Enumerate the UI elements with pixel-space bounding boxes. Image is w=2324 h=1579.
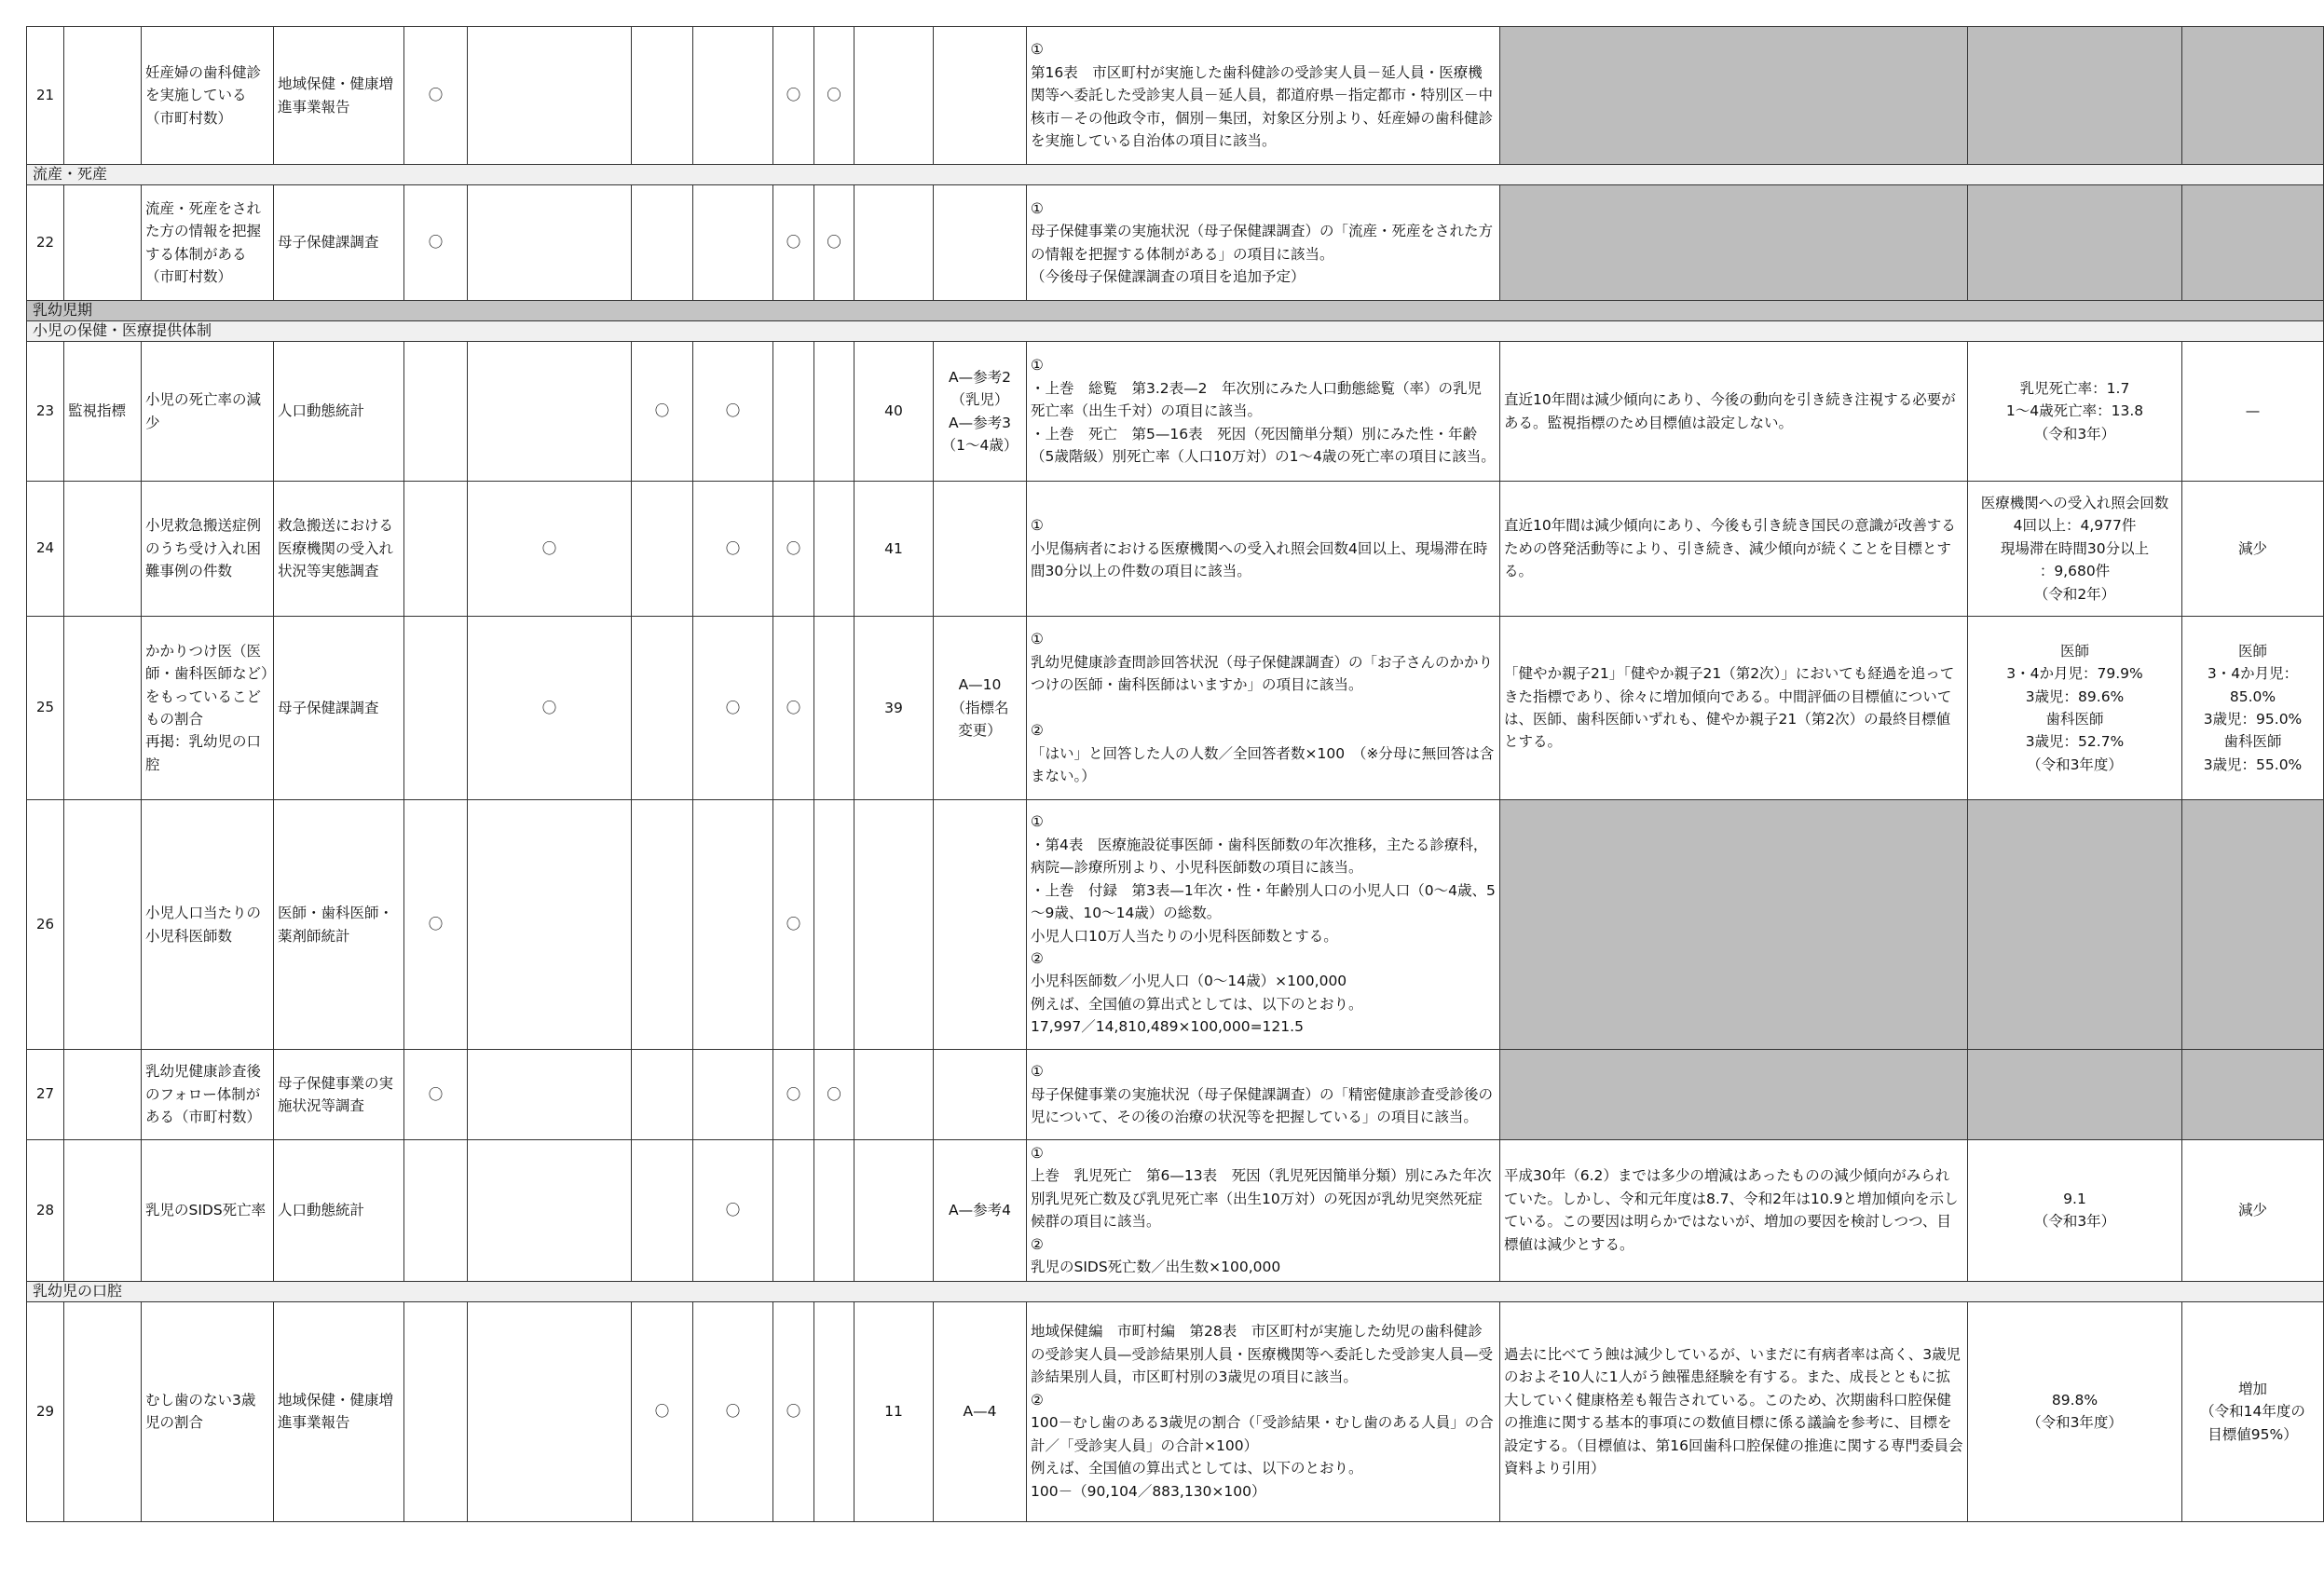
goal-value: 減少 <box>2182 482 2324 617</box>
mark-cell <box>632 185 693 301</box>
data-source: 地域保健・健康増進事業報告 <box>274 27 404 165</box>
section-title: 乳幼児期 <box>27 301 2324 321</box>
mark-cell: 〇 <box>693 1140 773 1282</box>
page-number <box>854 1050 934 1140</box>
section-row <box>27 321 2324 342</box>
mark-cell <box>632 1140 693 1282</box>
mark-cell <box>404 1140 468 1282</box>
section-row <box>27 1281 2324 1301</box>
mark-cell: 〇 <box>814 27 854 165</box>
table-row <box>27 1050 2324 1140</box>
mark-cell: 〇 <box>773 185 814 301</box>
goal-value <box>2182 185 2324 301</box>
page-number: 41 <box>854 482 934 617</box>
subsection-title: 小児の保健・医療提供体制 <box>27 321 2324 342</box>
calculation-detail: 地域保健編 市町村編 第28表 市区町村が実施した幼児の歯科健診の受診実人員—受診結果別人員・医療機関等へ委託した受診実人員—受診結果別人員，市区町村別の3歳児の項目に該当。 ② 100－むし歯のある3歳児の割合（「受診結果・むし歯のある人員」の合計／「受診実人員」の合計×100） 例えば、全国値の算出式としては、以下のとおり。 100－（90,104／883,130×100） <box>1027 1301 1500 1521</box>
data-source: 人口動態統計 <box>274 1140 404 1282</box>
row-number: 23 <box>27 342 64 482</box>
mark-cell: 〇 <box>468 482 632 617</box>
reference-code <box>934 800 1027 1050</box>
mark-cell: 〇 <box>404 1050 468 1140</box>
data-source: 母子保健課調査 <box>274 185 404 301</box>
goal-value: 医師 3・4か月児： 85.0% 3歳児：95.0% 歯科医師 3歳児：55.0% <box>2182 617 2324 800</box>
page-number <box>854 27 934 165</box>
goal-value <box>2182 27 2324 165</box>
indicator-category <box>64 185 142 301</box>
calculation-detail: ① 第16表 市区町村が実施した歯科健診の受診実人員－延人員・医療機関等へ委託した受診実人員－延人員，都道府県－指定都市・特別区－中核市－その他政令市，個別－集団，対象区分別より、妊産婦の歯科健診を実施している自治体の項目に該当。 <box>1027 27 1500 165</box>
calculation-detail: ① 乳幼児健康診査問診回答状況（母子保健課調査）の「お子さんのかかりつけの医師・歯科医師はいますか」の項目に該当。 ② 「はい」と回答した人の人数／全回答者数×100 （※分母に無回答は含まない。） <box>1027 617 1500 800</box>
reference-code: A—10 （指標名 変更） <box>934 617 1027 800</box>
row-number: 22 <box>27 185 64 301</box>
mark-cell <box>404 482 468 617</box>
baseline-value: 医療機関への受入れ照会回数 4回以上：4,977件 現場滞在時間30分以上 ：9,680件 （令和2年） <box>1968 482 2182 617</box>
indicator-name: 小児の死亡率の減少 <box>142 342 274 482</box>
mark-cell: 〇 <box>404 27 468 165</box>
mark-cell <box>468 342 632 482</box>
mark-cell <box>632 617 693 800</box>
mark-cell <box>468 1301 632 1521</box>
goal-value: 増加 （令和14年度の 目標値95%） <box>2182 1301 2324 1521</box>
table-row <box>27 27 2324 165</box>
mark-cell: 〇 <box>693 1301 773 1521</box>
baseline-value <box>1968 27 2182 165</box>
mark-cell <box>468 1050 632 1140</box>
table-row <box>27 185 2324 301</box>
target-rationale: 過去に比べてう蝕は減少しているが、いまだに有病者率は高く、3歳児のおよそ10人に1人がう蝕罹患経験を有する。また、成長とともに拡大していく健康格差も報告されている。このため、次期歯科口腔保健の推進に関する基本的事項にの数値目標に係る議論を参考に、目標を設定する。（目標値は、第16回歯科口腔保健の推進に関する専門委員会資料より引用） <box>1500 1301 1968 1521</box>
baseline-value <box>1968 1050 2182 1140</box>
mark-cell: 〇 <box>773 617 814 800</box>
baseline-value: 89.8% （令和3年度） <box>1968 1301 2182 1521</box>
section-row <box>27 301 2324 321</box>
reference-code <box>934 1050 1027 1140</box>
mark-cell <box>693 800 773 1050</box>
indicator-category: 監視指標 <box>64 342 142 482</box>
mark-cell <box>404 342 468 482</box>
data-source: 人口動態統計 <box>274 342 404 482</box>
calculation-detail: ① ・第4表 医療施設従事医師・歯科医師数の年次推移，主たる診療科，病院—診療所別より、小児科医師数の項目に該当。 ・上巻 付録 第3表—1年次・性・年齢別人口の小児人口（0～4歳、5～9歳、10～14歳）の総数。 小児人口10万人当たりの小児科医師数とする。 ② 小児科医師数／小児人口（0～14歳）×100,000 例えば、全国値の算出式としては、以下のとおり。 17,997／14,810,489×100,000=121.5 <box>1027 800 1500 1050</box>
mark-cell <box>814 482 854 617</box>
baseline-value <box>1968 800 2182 1050</box>
page-number: 11 <box>854 1301 934 1521</box>
mark-cell <box>404 1301 468 1521</box>
mark-cell <box>693 185 773 301</box>
mark-cell <box>814 1301 854 1521</box>
indicator-name: むし歯のない3歳児の割合 <box>142 1301 274 1521</box>
mark-cell: 〇 <box>773 800 814 1050</box>
goal-value <box>2182 800 2324 1050</box>
mark-cell <box>814 342 854 482</box>
mark-cell <box>404 617 468 800</box>
target-rationale: 平成30年（6.2）までは多少の増減はあったものの減少傾向がみられていた。しかし、令和元年度は8.7、令和2年は10.9と増加傾向を示している。この要因は明らかではないが、増加の要因を検討しつつ、目標値は減少とする。 <box>1500 1140 1968 1282</box>
row-number: 27 <box>27 1050 64 1140</box>
mark-cell <box>814 617 854 800</box>
data-source: 母子保健課調査 <box>274 617 404 800</box>
baseline-value: 9.1 （令和3年） <box>1968 1140 2182 1282</box>
indicator-name: 小児人口当たりの小児科医師数 <box>142 800 274 1050</box>
reference-code: A—4 <box>934 1301 1027 1521</box>
goal-value: — <box>2182 342 2324 482</box>
section-title: 流産・死産 <box>27 165 2324 185</box>
baseline-value: 乳児死亡率：1.7 1～4歳死亡率：13.8 （令和3年） <box>1968 342 2182 482</box>
row-number: 26 <box>27 800 64 1050</box>
target-rationale <box>1500 800 1968 1050</box>
page-number <box>854 1140 934 1282</box>
target-rationale: 「健やか親子21」「健やか親子21（第2次）」においても経過を追ってきた指標であり、徐々に増加傾向である。中間評価の目標値については、医師、歯科医師いずれも、健やか親子21（第2次）の最終目標値とする。 <box>1500 617 1968 800</box>
data-source: 母子保健事業の実施状況等調査 <box>274 1050 404 1140</box>
reference-code <box>934 482 1027 617</box>
mark-cell: 〇 <box>814 185 854 301</box>
mark-cell: 〇 <box>468 617 632 800</box>
table-row <box>27 1140 2324 1282</box>
target-rationale <box>1500 185 1968 301</box>
mark-cell: 〇 <box>632 1301 693 1521</box>
mark-cell <box>468 800 632 1050</box>
indicator-name: 小児救急搬送症例のうち受け入れ困難事例の件数 <box>142 482 274 617</box>
indicator-category <box>64 617 142 800</box>
mark-cell <box>773 1140 814 1282</box>
indicator-name: 流産・死産をされた方の情報を把握する体制がある（市町村数） <box>142 185 274 301</box>
data-source: 地域保健・健康増進事業報告 <box>274 1301 404 1521</box>
baseline-value: 医師 3・4か月児：79.9% 3歳児：89.6% 歯科医師 3歳児：52.7% （令和3年度） <box>1968 617 2182 800</box>
reference-code <box>934 27 1027 165</box>
mark-cell: 〇 <box>693 342 773 482</box>
page-number <box>854 185 934 301</box>
mark-cell: 〇 <box>773 1050 814 1140</box>
data-source: 医師・歯科医師・薬剤師統計 <box>274 800 404 1050</box>
data-source: 救急搬送における医療機関の受入れ状況等実態調査 <box>274 482 404 617</box>
page-number <box>854 800 934 1050</box>
row-number: 21 <box>27 27 64 165</box>
calculation-detail: ① ・上巻 総覧 第3.2表—2 年次別にみた人口動態総覧（率）の乳児死亡率（出生千対）の項目に該当。 ・上巻 死亡 第5—16表 死因（死因簡単分類）別にみた性・年齢（5歳階級）別死亡率（人口10万対）の1～4歳の死亡率の項目に該当。 <box>1027 342 1500 482</box>
table-row <box>27 482 2324 617</box>
indicator-category <box>64 1140 142 1282</box>
mark-cell <box>693 27 773 165</box>
indicator-category <box>64 482 142 617</box>
reference-code: A—参考2 （乳児） A—参考3 （1～4歳） <box>934 342 1027 482</box>
mark-cell: 〇 <box>773 482 814 617</box>
mark-cell <box>468 185 632 301</box>
baseline-value <box>1968 185 2182 301</box>
mark-cell <box>693 1050 773 1140</box>
mark-cell: 〇 <box>693 482 773 617</box>
goal-value <box>2182 1050 2324 1140</box>
calculation-detail: ① 小児傷病者における医療機関への受入れ照会回数4回以上、現場滞在時間30分以上の件数の項目に該当。 <box>1027 482 1500 617</box>
mark-cell <box>632 482 693 617</box>
calculation-detail: ① 母子保健事業の実施状況（母子保健課調査）の「流産・死産をされた方の情報を把握する体制がある」の項目に該当。 （今後母子保健課調査の項目を追加予定） <box>1027 185 1500 301</box>
indicator-name: 乳児のSIDS死亡率 <box>142 1140 274 1282</box>
goal-value: 減少 <box>2182 1140 2324 1282</box>
mark-cell: 〇 <box>693 617 773 800</box>
indicator-category <box>64 1050 142 1140</box>
mark-cell <box>814 800 854 1050</box>
mark-cell: 〇 <box>404 185 468 301</box>
row-number: 25 <box>27 617 64 800</box>
target-rationale: 直近10年間は減少傾向にあり、今後も引き続き国民の意識が改善するための啓発活動等により、引き続き、減少傾向が続くことを目標とする。 <box>1500 482 1968 617</box>
table-row <box>27 617 2324 800</box>
row-number: 29 <box>27 1301 64 1521</box>
indicator-category <box>64 1301 142 1521</box>
mark-cell: 〇 <box>814 1050 854 1140</box>
mark-cell: 〇 <box>404 800 468 1050</box>
indicator-name: 乳幼児健康診査後のフォロー体制がある（市町村数） <box>142 1050 274 1140</box>
mark-cell <box>632 1050 693 1140</box>
mark-cell: 〇 <box>773 27 814 165</box>
row-number: 24 <box>27 482 64 617</box>
table-row <box>27 342 2324 482</box>
target-rationale: 直近10年間は減少傾向にあり、今後の動向を引き続き注視する必要がある。監視指標のため目標値は設定しない。 <box>1500 342 1968 482</box>
mark-cell <box>632 800 693 1050</box>
section-row <box>27 165 2324 185</box>
mark-cell: 〇 <box>632 342 693 482</box>
mark-cell <box>814 1140 854 1282</box>
subsection-title: 乳幼児の口腔 <box>27 1281 2324 1301</box>
reference-code: A—参考4 <box>934 1140 1027 1282</box>
table-row <box>27 1301 2324 1521</box>
mark-cell <box>468 1140 632 1282</box>
table-row <box>27 800 2324 1050</box>
reference-code <box>934 185 1027 301</box>
page-number: 40 <box>854 342 934 482</box>
calculation-detail: ① 母子保健事業の実施状況（母子保健課調査）の「精密健康診査受診後の児について、その後の治療の状況等を把握している」の項目に該当。 <box>1027 1050 1500 1140</box>
mark-cell <box>773 342 814 482</box>
target-rationale <box>1500 1050 1968 1140</box>
mark-cell <box>468 27 632 165</box>
calculation-detail: ① 上巻 乳児死亡 第6—13表 死因（乳児死因簡単分類）別にみた年次別乳児死亡数及び乳児死亡率（出生10万対）の死因が乳幼児突然死症候群の項目に該当。 ② 乳児のSIDS死亡数／出生数×100,000 <box>1027 1140 1500 1282</box>
target-rationale <box>1500 27 1968 165</box>
mark-cell: 〇 <box>773 1301 814 1521</box>
indicator-table <box>26 26 2324 1522</box>
row-number: 28 <box>27 1140 64 1282</box>
mark-cell <box>632 27 693 165</box>
page-number: 39 <box>854 617 934 800</box>
indicator-name: 妊産婦の歯科健診を実施している（市町村数） <box>142 27 274 165</box>
indicator-category <box>64 27 142 165</box>
indicator-category <box>64 800 142 1050</box>
indicator-name: かかりつけ医（医師・歯科医師など）をもっているこどもの割合 再掲：乳幼児の口腔 <box>142 617 274 800</box>
